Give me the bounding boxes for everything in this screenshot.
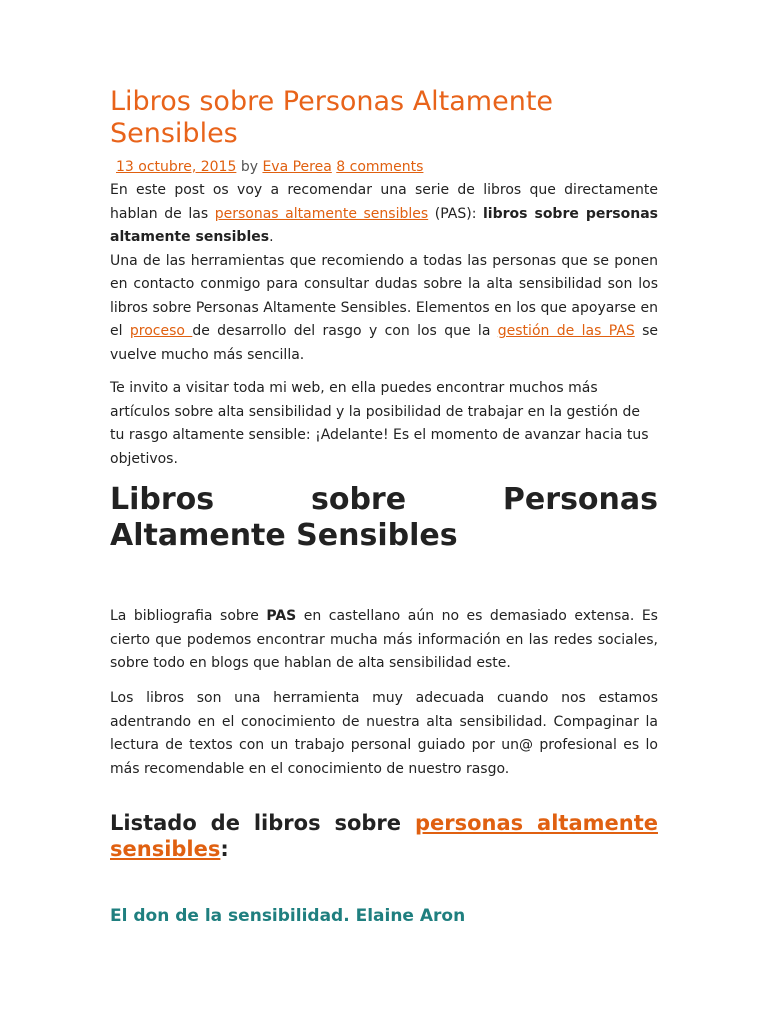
list-heading — [110, 810, 658, 862]
gestion-link[interactable]: gestión de las PAS — [497, 323, 635, 339]
list-heading-colon: : — [220, 837, 229, 861]
intro-text-2: (PAS): — [428, 205, 483, 222]
list-heading-text: Listado de libros sobre — [110, 811, 415, 835]
intro-paragraph — [110, 179, 658, 367]
biblio-text-2: en castellano aún no es demasiado extensa. Es cierto que podemos encontrar mucha más información en las redes sociales, sobre todo en blogs que hablan de alta sensibilidad este. — [110, 608, 658, 671]
post-meta — [110, 158, 658, 176]
proceso-link[interactable]: proceso — [129, 323, 193, 339]
section-heading: Libros sobre Personas Altamente Sensibles — [110, 482, 658, 553]
comments-link[interactable]: 8 comments — [336, 159, 424, 175]
bibliography-paragraph — [110, 605, 658, 676]
intro-text-5: de desarrollo del rasgo y con los que la — [192, 323, 498, 339]
by-label: by — [240, 159, 258, 175]
invite-paragraph: Te invito a visitar toda mi web, en ella puedes encontrar muchos más artículos sobre alta sensibilidad y la posibilidad de trabajar en la gestión de tu rasgo altamente sensible: ¡Adelante! Es el momento de avanzar hacia tus objetivos. — [110, 380, 649, 467]
intro-text-4: Una de las herramientas que recomiendo a todas las personas que se ponen en contacto conmigo para consultar dudas sobre la alta sensibilidad son los libros sobre Personas Altamente Sensibles. Elementos en los que apoyarse en el — [110, 252, 658, 339]
post-date-link[interactable]: 13 octubre, 2015 — [116, 159, 237, 175]
biblio-bold: PAS — [266, 608, 297, 624]
pas-link[interactable]: personas altamente sensibles — [214, 205, 429, 222]
list-heading-link[interactable]: personas altamente sensibles — [110, 811, 658, 861]
intro-text-1: En este post os voy a recomendar una serie de libros que directamente hablan de las — [110, 182, 658, 222]
intro-text-6: se vuelve mucho más sencilla. — [110, 323, 659, 363]
post-title: Libros sobre Personas Altamente Sensibles — [110, 86, 554, 149]
biblio-text-1: La bibliografia sobre — [110, 608, 267, 624]
books-paragraph: Los libros son una herramienta muy adecuada cuando nos estamos adentrando en el conocimiento de nuestra alta sensibilidad. Compaginar la lectura de textos con un trabajo personal guiado por un@ profesional es lo más recomendable en el conocimiento de nuestro rasgo. — [110, 690, 658, 777]
intro-bold: libros sobre personas altamente sensibles — [110, 205, 658, 245]
author-link[interactable]: Eva Perea — [262, 159, 332, 175]
book-title-1: El don de la sensibilidad. Elaine Aron — [110, 906, 466, 926]
intro-text-3: . — [269, 229, 274, 245]
